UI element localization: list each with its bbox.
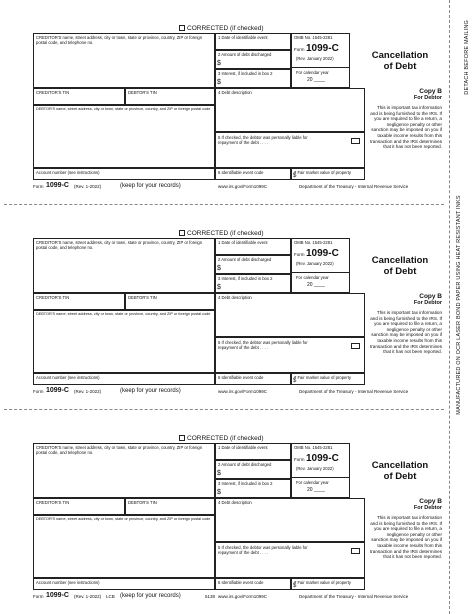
account-number-box[interactable] xyxy=(33,373,215,385)
calendar-year-field[interactable]: 20 ____ xyxy=(307,487,326,493)
calendar-year-label: For calendar year xyxy=(296,70,329,75)
for-debtor-label: For Debtor xyxy=(413,95,442,101)
omb-box xyxy=(291,238,350,293)
footer-keep-records: (keep for your records) xyxy=(120,183,181,189)
box1[interactable] xyxy=(215,443,291,460)
box1[interactable] xyxy=(215,238,291,255)
form-title xyxy=(356,255,444,277)
box3-dollar: $ xyxy=(217,489,221,496)
copy-b-panel xyxy=(365,88,444,180)
box4[interactable] xyxy=(215,293,365,337)
account-number-box[interactable] xyxy=(33,578,215,590)
account-number-box[interactable] xyxy=(33,168,215,180)
debtor-tin-label: DEBTOR'S TIN xyxy=(128,500,157,505)
box5-checkbox[interactable] xyxy=(351,138,360,144)
box7-label: 7 Fair market value of property xyxy=(294,170,352,175)
box3-dollar: $ xyxy=(217,79,221,86)
copy-b-label: Copy B xyxy=(419,498,442,505)
creditor-tin-box[interactable] xyxy=(33,293,125,310)
corrected-checkbox[interactable] xyxy=(179,435,185,441)
box3-dollar: $ xyxy=(217,284,221,291)
footer-form-word: Form xyxy=(33,594,44,599)
footer-revision: (Rev. 1-2022) xyxy=(74,389,102,394)
box7-label: 7 Fair market value of property xyxy=(294,375,352,380)
debtor-tin-box[interactable] xyxy=(125,293,215,310)
box3-label: 3 Interest, if included in box 2 xyxy=(218,276,273,281)
account-number-label: Account number (see instructions) xyxy=(36,580,100,585)
side-text-detach: DETACH BEFORE MAILING xyxy=(464,20,470,95)
box5 xyxy=(215,542,365,578)
creditor-box[interactable] xyxy=(33,443,215,498)
form-title-line2: of Debt xyxy=(383,471,417,482)
creditor-label: CREDITOR'S name, street address, city or town, state or province, country, ZIP or foreign postal code, and telephone no. xyxy=(36,445,203,455)
form-title-line1: Cancellation xyxy=(371,50,429,61)
box6-label: 6 Identifiable event code xyxy=(218,375,264,380)
for-debtor-label: For Debtor xyxy=(413,505,442,511)
box3[interactable] xyxy=(215,69,291,88)
box5 xyxy=(215,337,365,373)
form-revision: (Rev. January 2022) xyxy=(296,56,334,61)
debtor-address-label: DEBTOR'S name, street address, city or town, state or province, country, and ZIP or foreign postal code xyxy=(36,312,211,316)
side-text-manufactured: MANUFACTURED ON OCR LASER BOND PAPER USING HEAT RESISTANT INKS xyxy=(456,195,462,415)
account-number-label: Account number (see instructions) xyxy=(36,375,100,380)
box7[interactable] xyxy=(291,168,365,180)
copy-b-label: Copy B xyxy=(419,88,442,95)
footer-keep-records: (keep for your records) xyxy=(120,388,181,394)
form-title-line1: Cancellation xyxy=(371,255,429,266)
omb-box xyxy=(291,443,350,498)
box3-label: 3 Interest, if included in box 2 xyxy=(218,481,273,486)
footer-department: Department of the Treasury - Internal Revenue Service xyxy=(299,594,409,599)
debtor-address-box[interactable] xyxy=(33,310,215,373)
box2-dollar: $ xyxy=(217,265,221,272)
box2[interactable] xyxy=(215,460,291,479)
calendar-year-field[interactable]: 20 ____ xyxy=(307,77,326,83)
creditor-box[interactable] xyxy=(33,33,215,88)
omb-divider xyxy=(292,477,349,478)
form-number: 1099-C xyxy=(306,248,339,259)
omb-number: OMB No. 1545-2281 xyxy=(294,240,333,245)
box7-label: 7 Fair market value of property xyxy=(294,580,352,585)
box1-label: 1 Date of identifiable event xyxy=(218,240,268,245)
box7-dollar: $ xyxy=(293,173,297,179)
corrected-checkbox[interactable] xyxy=(179,25,185,31)
box2-label: 2 Amount of debt discharged xyxy=(218,462,272,467)
box1-label: 1 Date of identifiable event xyxy=(218,445,268,450)
box5-label: 5 If checked, the debtor was personally liable for repayment of the debt . . . . xyxy=(218,545,308,555)
debtor-address-box[interactable] xyxy=(33,515,215,578)
footer-lcb: LCB xyxy=(106,594,115,599)
footer-revision: (Rev. 1-2022) xyxy=(74,594,102,599)
corrected-label: CORRECTED (if checked) xyxy=(187,435,264,442)
form-revision: (Rev. January 2022) xyxy=(296,261,334,266)
creditor-label: CREDITOR'S name, street address, city or town, state or province, country, ZIP or foreign postal code, and telephone no. xyxy=(36,240,203,250)
corrected-label: CORRECTED (if checked) xyxy=(187,25,264,32)
box6-label: 6 Identifiable event code xyxy=(218,580,264,585)
box4[interactable] xyxy=(215,498,365,542)
omb-number: OMB No. 1545-2281 xyxy=(294,35,333,40)
box5 xyxy=(215,132,365,168)
debtor-address-label: DEBTOR'S name, street address, city or town, state or province, country, and ZIP or foreign postal code xyxy=(36,517,211,521)
footer-form-number: 1099-C xyxy=(46,387,69,394)
box5-label: 5 If checked, the debtor was personally liable for repayment of the debt . . . . xyxy=(218,340,308,350)
calendar-year-field[interactable]: 20 ____ xyxy=(307,282,326,288)
footer-form-number: 1099-C xyxy=(46,182,69,189)
form-copy-2 xyxy=(0,205,474,409)
box6-label: 6 Identifiable event code xyxy=(218,170,264,175)
footer-revision: (Rev. 1-2022) xyxy=(74,184,102,189)
box7[interactable] xyxy=(291,373,365,385)
debtor-tin-label: DEBTOR'S TIN xyxy=(128,295,157,300)
box1-label: 1 Date of identifiable event xyxy=(218,35,268,40)
box4-label: 4 Debt description xyxy=(218,295,252,300)
form-number: 1099-C xyxy=(306,43,339,54)
debtor-tin-label: DEBTOR'S TIN xyxy=(128,90,157,95)
debtor-address-box[interactable] xyxy=(33,105,215,168)
debtor-tin-box[interactable] xyxy=(125,88,215,105)
omb-number: OMB No. 1545-2281 xyxy=(294,445,333,450)
box1[interactable] xyxy=(215,33,291,50)
box3-label: 3 Interest, if included in box 2 xyxy=(218,71,273,76)
box7[interactable] xyxy=(291,578,365,590)
box2[interactable] xyxy=(215,255,291,274)
footer-url: www.irs.gov/Form1099C xyxy=(218,184,268,189)
creditor-box[interactable] xyxy=(33,238,215,293)
calendar-year-label: For calendar year xyxy=(296,480,329,485)
box2[interactable] xyxy=(215,50,291,69)
form-number: 1099-C xyxy=(306,453,339,464)
creditor-tin-box[interactable] xyxy=(33,88,125,105)
box4[interactable] xyxy=(215,88,365,132)
box5-checkbox[interactable] xyxy=(351,548,360,554)
calendar-year-label: For calendar year xyxy=(296,275,329,280)
form-title-line2: of Debt xyxy=(383,61,417,72)
box2-dollar: $ xyxy=(217,470,221,477)
box4-label: 4 Debt description xyxy=(218,90,252,95)
for-debtor-label: For Debtor xyxy=(413,300,442,306)
account-number-label: Account number (see instructions) xyxy=(36,170,100,175)
creditor-tin-box[interactable] xyxy=(33,498,125,515)
box5-label: 5 If checked, the debtor was personally liable for repayment of the debt . . . . xyxy=(218,135,308,145)
form-copy-1 xyxy=(0,0,474,204)
footer-form-word: Form xyxy=(33,184,44,189)
important-notice: This is important tax information and is being furnished to the IRS. If you are required to file a return, a negligence penalty or other sanction may be imposed on you if taxable income results from this transaction and the IRS determines that it has not been reported. xyxy=(369,105,442,150)
form-title xyxy=(356,50,444,72)
box6[interactable] xyxy=(215,373,291,385)
box5-checkbox[interactable] xyxy=(351,343,360,349)
box7-dollar: $ xyxy=(293,583,297,589)
box6[interactable] xyxy=(215,168,291,180)
copy-b-label: Copy B xyxy=(419,293,442,300)
creditor-tin-label: CREDITOR'S TIN xyxy=(36,90,70,95)
footer-code: 5138 xyxy=(205,594,216,599)
form-title xyxy=(356,460,444,482)
footer-department: Department of the Treasury - Internal Revenue Service xyxy=(299,389,409,394)
form-word: Form xyxy=(294,252,305,257)
omb-box xyxy=(291,33,350,88)
debtor-address-label: DEBTOR'S name, street address, city or town, state or province, country, and ZIP or foreign postal code xyxy=(36,107,211,111)
creditor-label: CREDITOR'S name, street address, city or town, state or province, country, ZIP or foreign postal code, and telephone no. xyxy=(36,35,203,45)
omb-divider xyxy=(292,67,349,68)
creditor-tin-label: CREDITOR'S TIN xyxy=(36,500,70,505)
form-title-line2: of Debt xyxy=(383,266,417,277)
box4-label: 4 Debt description xyxy=(218,500,252,505)
footer-form-word: Form xyxy=(33,389,44,394)
box7-dollar: $ xyxy=(293,378,297,384)
box2-label: 2 Amount of debt discharged xyxy=(218,257,272,262)
important-notice: This is important tax information and is being furnished to the IRS. If you are required to file a return, a negligence penalty or other sanction may be imposed on you if taxable income results from this transaction and the IRS determines that it has not been reported. xyxy=(369,515,442,560)
copy-b-panel xyxy=(365,498,444,590)
form-title-line1: Cancellation xyxy=(371,460,429,471)
footer-department: Department of the Treasury - Internal Revenue Service xyxy=(299,184,409,189)
box2-label: 2 Amount of debt discharged xyxy=(218,52,272,57)
corrected-label: CORRECTED (if checked) xyxy=(187,230,264,237)
footer-form-number: 1099-C xyxy=(46,592,69,599)
form-word: Form xyxy=(294,457,305,462)
debtor-tin-box[interactable] xyxy=(125,498,215,515)
box2-dollar: $ xyxy=(217,60,221,67)
footer-url: www.irs.gov/Form1099C xyxy=(218,594,268,599)
footer-url: www.irs.gov/Form1099C xyxy=(218,389,268,394)
box6[interactable] xyxy=(215,578,291,590)
copy-b-panel xyxy=(365,293,444,385)
creditor-tin-label: CREDITOR'S TIN xyxy=(36,295,70,300)
box3[interactable] xyxy=(215,274,291,293)
form-copy-3 xyxy=(0,410,474,614)
box3[interactable] xyxy=(215,479,291,498)
corrected-checkbox[interactable] xyxy=(179,230,185,236)
omb-divider xyxy=(292,272,349,273)
footer-keep-records: (keep for your records) xyxy=(120,593,181,599)
form-revision: (Rev. January 2022) xyxy=(296,466,334,471)
important-notice: This is important tax information and is being furnished to the IRS. If you are required to file a return, a negligence penalty or other sanction may be imposed on you if taxable income results from this transaction and the IRS determines that it has not been reported. xyxy=(369,310,442,355)
form-word: Form xyxy=(294,47,305,52)
